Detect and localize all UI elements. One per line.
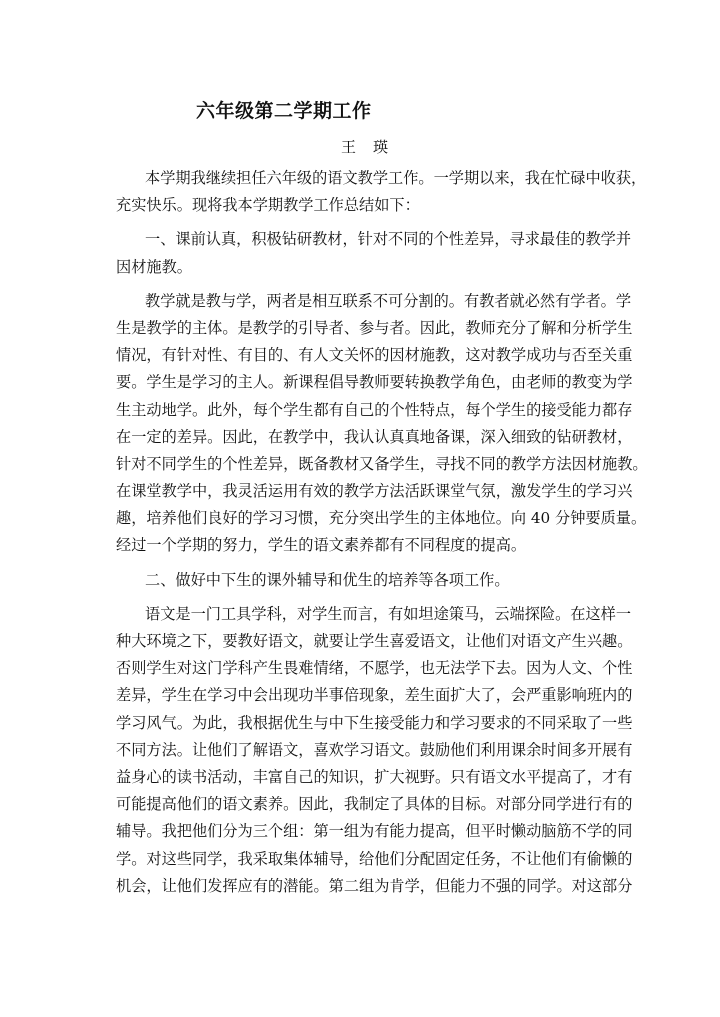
- text-line: 辅导。我把他们分为三个组：第一组为有能力提高，但平时懒动脑筋不学的同: [116, 822, 633, 841]
- text-line: 要。学生是学习的主人。新课程倡导教师要转换教学角色，由老师的教变为学: [116, 373, 633, 392]
- text-line: 差异，学生在学习中会出现功半事倍现象，差生面扩大了，会严重影响班内的: [116, 686, 633, 705]
- text-line: 益身心的读书活动，丰富自己的知识，扩大视野。只有语文水平提高了，才有: [116, 767, 633, 786]
- text-line: 教学就是教与学，两者是相互联系不可分割的。有教者就必然有学者。学: [145, 291, 631, 310]
- text-line: 生主动地学。此外，每个学生都有自己的个性特点，每个学生的接受能力都存: [116, 400, 633, 419]
- text-line: 可能提高他们的语文素养。因此，我制定了具体的目标。对部分同学进行有的: [116, 795, 633, 814]
- text-line: 机会，让他们发挥应有的潜能。第二组为肯学，但能力不强的同学。对这部分: [116, 876, 633, 895]
- text-line: 学。对这些同学，我采取集体辅导，给他们分配固定任务，不让他们有偷懒的: [116, 849, 633, 868]
- text-line: 在一定的差异。因此，在教学中，我认认真真地备课，深入细致的钻研教材，: [116, 427, 633, 446]
- text-line: 种大环境之下，要教好语文，就要让学生喜爱语文，让他们对语文产生兴趣。: [116, 632, 633, 650]
- author-name: 王 瑛: [341, 138, 390, 156]
- text-line: 二、做好中下生的课外辅导和优生的培养等各项工作。: [145, 570, 510, 589]
- document-title: 六年级第二学期工作: [196, 100, 372, 122]
- text-line: 本学期我继续担任六年级的语文教学工作。一学期以来，我在忙碌中收获，: [145, 169, 647, 187]
- text-line: 一、课前认真，积极钻研教材，针对不同的个性差异，寻求最佳的教学并: [145, 230, 631, 249]
- text-line: 否则学生对这门学科产生畏难情绪，不愿学，也无法学下去。因为人文、个性: [116, 659, 633, 678]
- text-line: 在课堂教学中，我灵活运用有效的教学方法活跃课堂气氛，激发学生的学习兴: [116, 482, 633, 501]
- text-line: 趣，培养他们良好的学习习惯，充分突出学生的主体地位。向 40 分钟要质量。: [116, 509, 647, 528]
- document-body: [116, 165, 648, 900]
- text-line: 学习风气。为此，我根据优生与中下生接受能力和学习要求的不同采取了一些: [116, 713, 633, 732]
- text-line: 不同方法。让他们了解语文，喜欢学习语文。鼓励他们利用课余时间多开展有: [116, 740, 633, 759]
- text-line: 生是教学的主体。是教学的引导者、参与者。因此，教师充分了解和分析学生: [116, 318, 633, 337]
- text-line: 充实快乐。现将我本学期教学工作总结如下：: [116, 196, 420, 215]
- text-line: 情况，有针对性、有目的、有人文关怀的因材施教，这对教学成功与否至关重: [116, 346, 633, 365]
- text-line: 因材施教。: [116, 257, 192, 276]
- text-line: 经过一个学期的努力，学生的语文素养都有不同程度的提高。: [116, 536, 527, 555]
- text-line: 针对不同学生的个性差异，既备教材又备学生，寻找不同的教学方法因材施教。: [116, 454, 648, 473]
- text-line: 语文是一门工具学科，对学生而言，有如坦途策马，云端探险。在这样一: [145, 604, 631, 623]
